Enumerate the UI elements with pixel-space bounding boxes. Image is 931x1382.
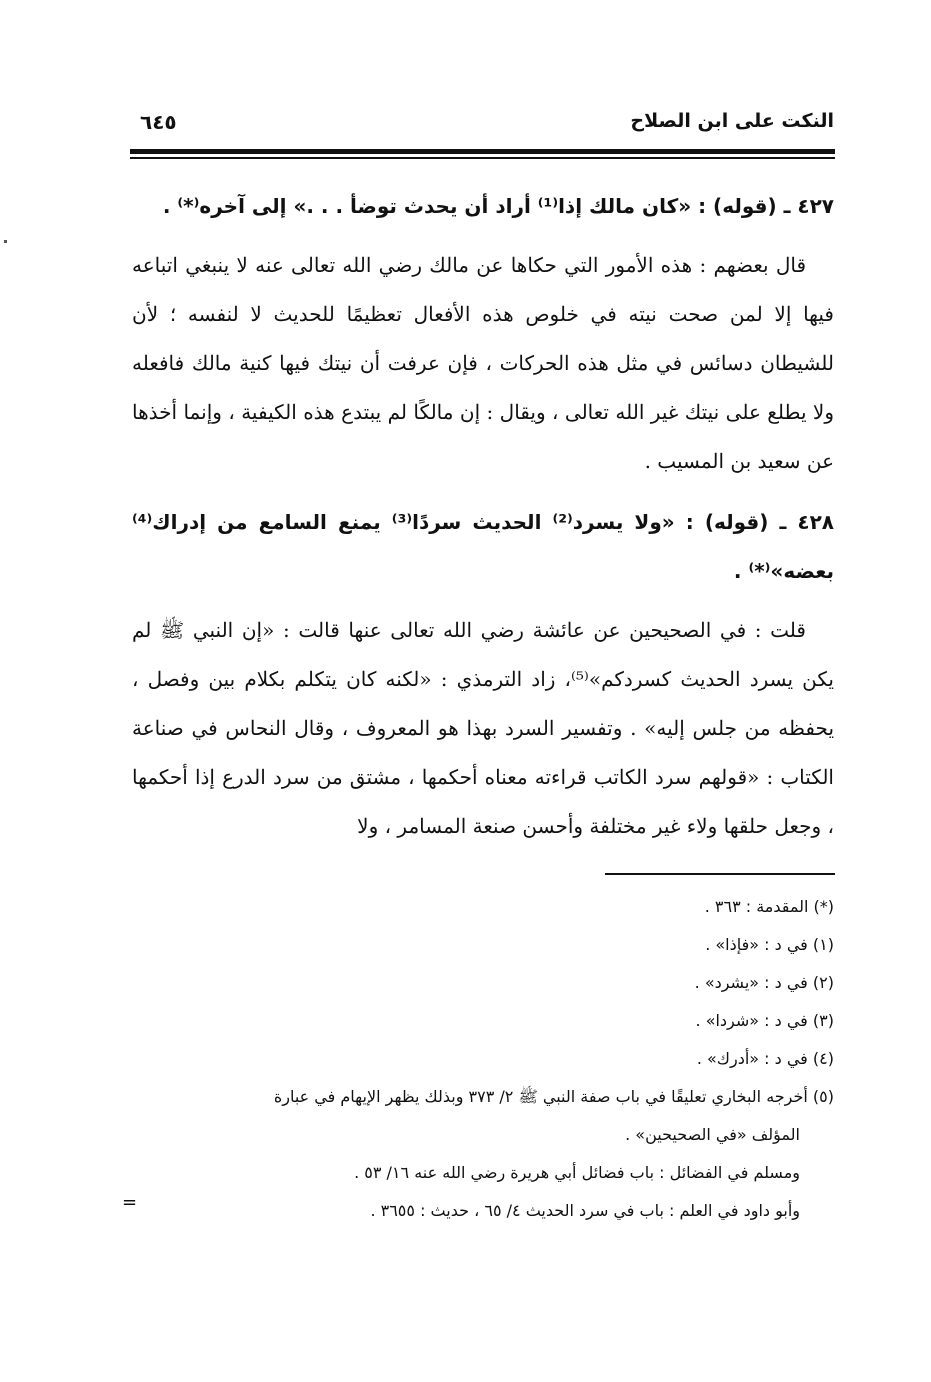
footnote-3: (٣) في د : «شردا» . xyxy=(695,1011,834,1030)
scan-speck xyxy=(4,240,7,243)
line: فافعله ولا يطلع على نيتك غير الله تعالى ، ويقال : إن مالكًا لم يبتدع هذه الكيفية ، xyxy=(132,351,834,424)
line: الدرع إذا أحكمها ، وجعل حلقها ولاء غير مختلفة وأحسن صنعة المسامر ، ولا xyxy=(132,765,834,838)
footnote-star: (*) المقدمة : ٣٦٣ . xyxy=(704,897,834,916)
line: لأن للشيطان دسائس في مثل هذه الحركات ، فإن عرفت أن نيتك فيها كنية مالك xyxy=(132,302,835,375)
line: في صناعة الكتاب : «قولهم سرد الكاتب قراءته معناه أحكمها ، مشتق من سرد xyxy=(132,716,834,789)
footnote-5-cont: المؤلف «في الصحيحين» . xyxy=(625,1125,800,1144)
footnotes xyxy=(132,888,834,1230)
entry-428-heading xyxy=(132,498,834,596)
header-rule-thin xyxy=(130,157,835,159)
footnote-4: (٤) في د : «أدرك» . xyxy=(696,1049,834,1068)
running-header xyxy=(132,110,834,150)
line: قال بعضهم : هذه الأمور التي حكاها عن مالك رضي الله تعالى عنه لا ينبغي xyxy=(185,253,807,277)
line: قلت : في الصحيحين عن عائشة رضي الله تعالى عنها قالت : «إن النبي ﷺ xyxy=(160,618,806,642)
footnote-2: (٢) في د : «يشرد» . xyxy=(694,973,834,992)
header-title: النكت على ابن الصلاح xyxy=(630,110,834,132)
entry-428-paragraph xyxy=(132,606,834,851)
line: وفصل ، يحفظه من جلس إليه» . وتفسير السرد بهذا هو المعروف ، وقال النحاس xyxy=(132,667,835,740)
footnote-5-cont: وأبو داود في العلم : باب في سرد الحديث ٤/ ٦٥ ، حديث : ٣٦٥٥ . xyxy=(370,1201,800,1220)
line: اتباعه فيها إلا لمن صحت نيته في خلوص هذه الأفعال تعظيمًا للحديث لا لنفسه ؛ xyxy=(132,253,834,326)
line: وإنما أخذها عن سعيد بن المسيب . xyxy=(132,400,834,473)
entry-427-heading: ٤٢٧ ـ (قوله) : «كان مالك إذا⁽¹⁾ أراد أن يحدث توضأ . . .» إلى آخره⁽*⁾ . xyxy=(162,194,834,218)
header-rule-thick xyxy=(130,149,835,154)
footnote-5: (٥) أخرجه البخاري تعليقًا في باب صفة النبي ﷺ ٢/ ٣٧٣ وبذلك يظهر الإيهام في عبارة xyxy=(273,1087,834,1106)
footnote-5-cont: ومسلم في الفضائل : باب فضائل أبي هريرة رضي الله عنه ١٦/ ٥٣ . xyxy=(354,1163,800,1182)
main-text xyxy=(132,182,834,863)
footnote-1: (١) في د : «فإذا» . xyxy=(705,935,834,954)
line: ٤٢٨ ـ (قوله) : «ولا يسرد⁽²⁾ الحديث سردًا⁽³⁾ يمنع السامع من إدراك⁽⁴⁾ xyxy=(132,510,834,534)
footnote-separator xyxy=(605,873,835,875)
line: لم يكن يسرد الحديث كسردكم»⁽⁵⁾، زاد الترمذي : «لكنه كان يتكلم بكلام بين xyxy=(132,618,834,691)
page-number: ٦٤٥ xyxy=(140,110,177,134)
entry-427-paragraph xyxy=(132,241,834,486)
line: بعضه»⁽*⁾ . xyxy=(733,559,834,583)
continuation-mark: = xyxy=(122,1192,138,1213)
